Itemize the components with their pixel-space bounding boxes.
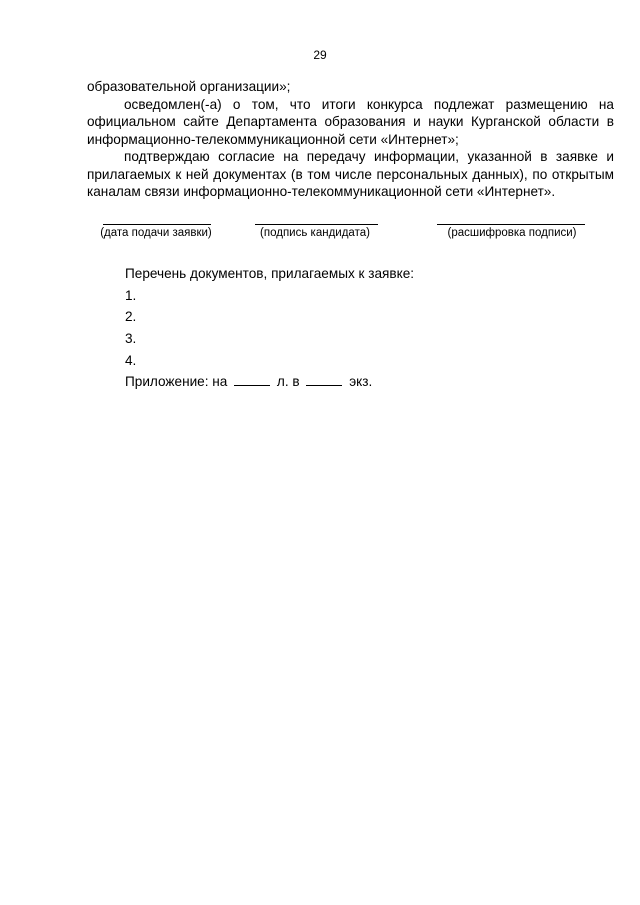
signature-row bbox=[0, 216, 640, 256]
list-item: 4. bbox=[125, 352, 137, 368]
list-item: 1. bbox=[125, 287, 137, 303]
paragraph-consent: подтверждаю согласие на передачу информации, указанной в заявке и прилагаемых к ней документах (в том числе персональных данных), по открытым каналам связи информационно-телекоммуникационной сети «Интернет». bbox=[87, 149, 614, 199]
page-number: 29 bbox=[313, 48, 327, 62]
documents-heading: Перечень документов, прилагаемых к заявке: bbox=[125, 266, 415, 281]
signature-line bbox=[255, 216, 378, 225]
date-caption: (дата подачи заявки) bbox=[100, 227, 212, 239]
paragraph-continuation: образовательной организации»; bbox=[87, 79, 291, 94]
list-item: 2. bbox=[125, 309, 137, 325]
documents-list bbox=[125, 263, 414, 393]
signature-decode-line bbox=[437, 216, 585, 225]
date-field bbox=[95, 216, 217, 239]
copies-blank bbox=[306, 373, 342, 386]
date-line bbox=[103, 216, 211, 225]
paragraph-informed: осведомлен(-а) о том, что итоги конкурса подлежат размещению на официальном сайте Департамента образования и науки Курганской области в информационно-телекоммуникационной сети «Интернет»; bbox=[87, 96, 614, 147]
appendix-suffix: экз. bbox=[349, 374, 373, 390]
signature-decode-caption: (расшифровка подписи) bbox=[447, 227, 577, 239]
pages-blank bbox=[234, 373, 270, 386]
signature-decode-field bbox=[433, 216, 591, 239]
signature-field bbox=[252, 216, 378, 239]
appendix-middle: л. в bbox=[276, 374, 300, 390]
signature-caption: (подпись кандидата) bbox=[260, 227, 370, 239]
appendix-line bbox=[125, 371, 414, 393]
list-item: 3. bbox=[125, 331, 137, 347]
consent-text bbox=[87, 78, 614, 201]
appendix-prefix: Приложение: на bbox=[125, 374, 228, 390]
